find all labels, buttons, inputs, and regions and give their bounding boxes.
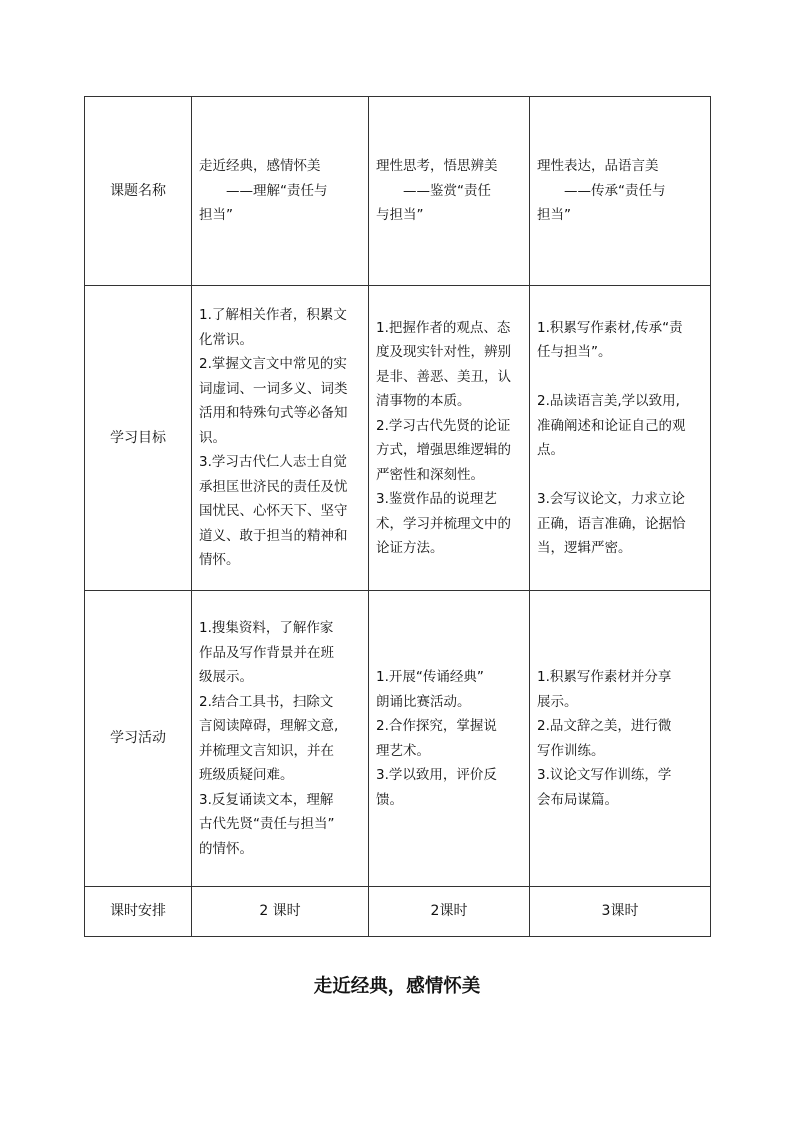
table-row-activities: [85, 591, 711, 887]
cell-line: 1.积累写作素材并分享: [537, 669, 672, 685]
row-label: 课时安排: [85, 887, 192, 937]
section-heading: 走近经典，感情怀美: [313, 976, 481, 997]
cell-line: 严密性和深刻性。: [376, 466, 484, 483]
cell-line: 3.学习古代仁人志士自觉: [199, 454, 347, 471]
row-label: 课题名称: [85, 97, 192, 286]
cell-line: 作品及写作背景并在班: [199, 644, 334, 661]
cell-line: 班级质疑问难。: [199, 767, 294, 783]
cell-line: 并梳理文言知识，并在: [199, 742, 334, 759]
cell-line: 言阅读障碍，理解文意,: [199, 718, 339, 734]
cell-line: ——传承“责任与: [537, 182, 666, 199]
cell-line: 1.积累写作素材,传承“责: [537, 319, 683, 336]
cell-line: 1.搜集资料，了解作家: [199, 620, 334, 636]
table-row-topic: [85, 97, 711, 286]
cell-line: ——理解“责任与: [199, 182, 328, 199]
cell-line: 道义、敢于担当的精神和: [199, 527, 348, 544]
cell-line: 1.了解相关作者，积累文: [199, 307, 347, 324]
cell-line: 2.掌握文言文中常见的实: [199, 356, 347, 373]
cell-line: 担当”: [199, 207, 233, 224]
topic-cell-1: [192, 97, 369, 286]
cell-line: 正确，语言准确，论据恰: [537, 515, 686, 532]
cell-line: 承担匡世济民的责任及忧: [199, 478, 348, 495]
cell-line: ——鉴赏“责任: [376, 182, 491, 199]
cell-line: 展示。: [537, 693, 578, 710]
cell-line: 2.合作探究，掌握说: [376, 718, 497, 734]
cell-line: 准确阐述和论证自己的观: [537, 417, 686, 434]
hours-cell-1: 2 课时: [192, 887, 369, 937]
topic-cell-3: [530, 97, 711, 286]
cell-line: 写作训练。: [537, 742, 605, 759]
cell-line: 方式，增强思维逻辑的: [376, 442, 511, 458]
hours-cell-2: 2课时: [369, 887, 530, 937]
cell-line: 与担当”: [376, 207, 424, 224]
hours-cell-3: 3课时: [530, 887, 711, 937]
cell-line: 3.议论文写作训练，学: [537, 767, 672, 783]
goals-cell-2: [369, 286, 530, 591]
row-label: 学习目标: [85, 286, 192, 591]
lesson-plan-table: [84, 96, 711, 937]
cell-line: 3.会写议论文，力求立论: [537, 491, 685, 507]
cell-line: 级展示。: [199, 669, 253, 685]
cell-line: 点。: [537, 442, 564, 458]
activities-cell-1: [192, 591, 369, 887]
row-label: 学习活动: [85, 591, 192, 887]
goals-cell-1: [192, 286, 369, 591]
cell-line: 理性思考，悟思辨美: [376, 158, 498, 175]
table-row-goals: [85, 286, 711, 591]
cell-line: 理艺术。: [376, 742, 430, 759]
activities-cell-3: [530, 591, 711, 887]
cell-line: 担当”: [537, 207, 571, 224]
cell-line: 国忧民、心怀天下、坚守: [199, 503, 348, 520]
cell-line: 理性表达，品语言美: [537, 158, 659, 175]
cell-line: 朗诵比赛活动。: [376, 693, 471, 710]
cell-line: 清事物的本质。: [376, 393, 471, 409]
cell-line: 2.品文辞之美，进行微: [537, 718, 672, 734]
cell-line: 度及现实针对性，辨别: [376, 344, 511, 360]
cell-line: [537, 463, 703, 488]
cell-line: 走近经典，感情怀美: [199, 158, 321, 175]
table-row-hours: [85, 887, 711, 937]
cell-line: 3.鉴赏作品的说理艺: [376, 491, 497, 507]
goals-cell-3: [530, 286, 711, 591]
cell-line: [537, 365, 703, 390]
cell-line: 任与担当”。: [537, 344, 612, 360]
cell-line: 识。: [199, 429, 226, 446]
activities-cell-2: [369, 591, 530, 887]
cell-line: 论证方法。: [376, 540, 444, 556]
cell-line: 2.结合工具书，扫除文: [199, 693, 334, 710]
cell-line: 1.开展“传诵经典”: [376, 669, 484, 685]
cell-line: 的情怀。: [199, 840, 253, 857]
cell-line: 古代先贤“责任与担当”: [199, 816, 335, 832]
cell-line: 是非、善恶、美丑，认: [376, 368, 511, 385]
cell-line: 当，逻辑严密。: [537, 540, 632, 556]
cell-line: 3.学以致用，评价反: [376, 767, 497, 783]
cell-line: 术，学习并梳理文中的: [376, 515, 511, 532]
cell-line: 2.品读语言美,学以致用,: [537, 393, 680, 409]
cell-line: 1.把握作者的观点、态: [376, 319, 511, 336]
cell-line: 词虚词、一词多义、词类: [199, 380, 348, 397]
cell-line: 馈。: [376, 791, 403, 808]
cell-line: 情怀。: [199, 552, 240, 569]
lesson-plan-body: [85, 97, 711, 937]
cell-line: 3.反复诵读文本，理解: [199, 791, 334, 808]
cell-line: 2.学习古代先贤的论证: [376, 417, 511, 434]
topic-cell-2: [369, 97, 530, 286]
cell-line: 活用和特殊句式等必备知: [199, 405, 348, 422]
cell-line: 会布局谋篇。: [537, 791, 618, 808]
cell-line: 化常识。: [199, 331, 253, 348]
